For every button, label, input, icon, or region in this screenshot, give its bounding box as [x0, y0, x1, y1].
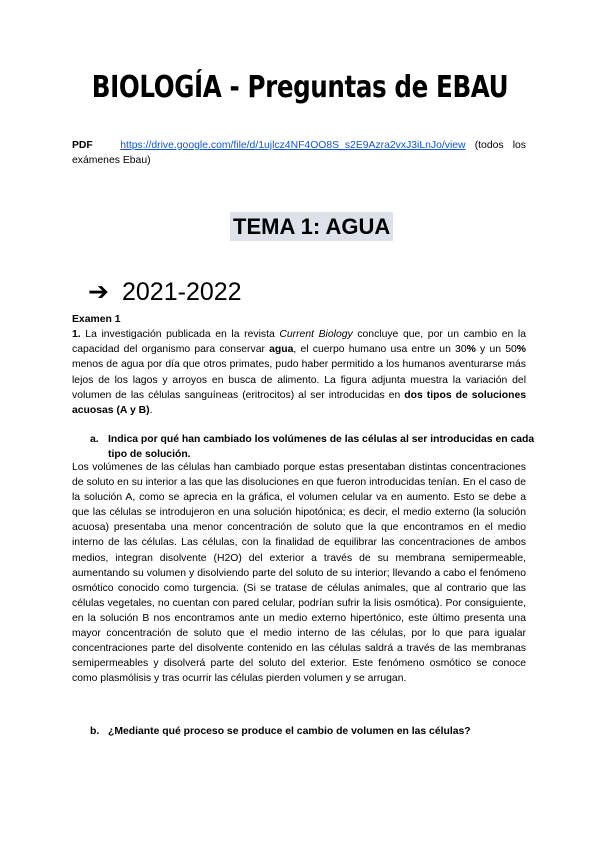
solutions-emphasis: dos tipos de soluciones acuosas (A y B)	[72, 389, 527, 417]
document-title: BIOLOGÍA - Preguntas de EBAU	[91, 70, 509, 105]
intro-text-4: y un 50	[475, 344, 517, 356]
question-b	[90, 725, 544, 740]
question-number: 1.	[72, 329, 81, 340]
question-b-text: ¿Mediante qué proceso se produce el cambio de volumen en las células?	[108, 726, 471, 737]
intro-text-2: concluye que, por un cambio en la capacidad del organismo para conservar	[72, 329, 526, 356]
exam-label: Examen 1	[72, 314, 121, 325]
keyword-agua: agua	[269, 344, 294, 356]
right-arrow-icon: ➔	[88, 278, 109, 306]
question-a-label: a.	[90, 434, 99, 445]
answer-a: Los volúmenes de las células han cambiado porque estas presentaban distintas concentraciones de soluto en su interior a las que las disoluciones en que fueron introducidas tenían. En el caso de la solución A, como se aprecia en la gráfica, el volumen celular va en aumento. Esto se debe a que las células se introdujeron en una solución hipotónica; es decir, el medio externo (la solución acuosa) presentaba una menor concentración de soluto que la que encontramos en el medio interno de las células. Las células, con la finalidad de equilibrar las concentraciones de ambos medios, integran disolvente (H2O) del exterior a través de su membrana semipermeable, aumentando su volumen y disolviendo parte del soluto de su interior; llevando a cabo el fenómeno osmótico conocido como turgencia. (Si se tratase de células animales, que al contrario que las células vegetales, no cuentan con pared celular, podrían sufrir la lisis osmótica). Por consiguiente, en la solución B nos encontramos ante un medio externo hipertónico, este último presenta una mayor concentración de soluto que el medio interno de las células, por lo que para igualar concentraciones parte del disolvente contenido en las células saldrá a través de las membranas semipermeables y disolverá parte del soluto del exterior. Este fenómeno osmótico se conoce como plasmólisis y tras ocurrir las células pierden volumen y se arrugan.	[72, 462, 526, 685]
year-heading	[88, 276, 242, 308]
question-b-label: b.	[90, 726, 100, 737]
pdf-label: PDF	[72, 140, 93, 151]
intro-period: .	[149, 405, 153, 417]
pdf-note: (todos los exámenes Ebau)	[72, 140, 526, 166]
year-label: 2021-2022	[122, 278, 242, 306]
section-title: TEMA 1: AGUA	[230, 212, 393, 241]
pdf-link[interactable]: https://drive.google.com/file/d/1ujlcz4NF4OO8S_s2E9Azra2vxJ3iLnJo/view	[120, 140, 466, 151]
percent-1: %	[466, 344, 476, 356]
pdf-reference	[72, 139, 526, 168]
intro-text-5: menos de agua por día que otros primates, pudo haber permitido a los humanos aventurarse más lejos de los lagos y arroyos en busca de alimento. La figura adjunta muestra la variación del volumen de las células sanguíneas (eritrocitos) al ser introducidas en	[72, 359, 526, 401]
intro-text-1: La investigación publicada en la revista	[80, 329, 280, 340]
question-intro	[72, 327, 526, 418]
question-a	[90, 433, 544, 462]
percent-2: %	[516, 344, 526, 356]
journal-name: Current Biology	[279, 329, 353, 340]
question-a-text: Indica por qué han cambiado los volúmenes de las células al ser introducidas en cada tipo de solución.	[108, 434, 535, 460]
intro-text-3: , el cuerpo humano usa entre un 30	[293, 344, 467, 356]
